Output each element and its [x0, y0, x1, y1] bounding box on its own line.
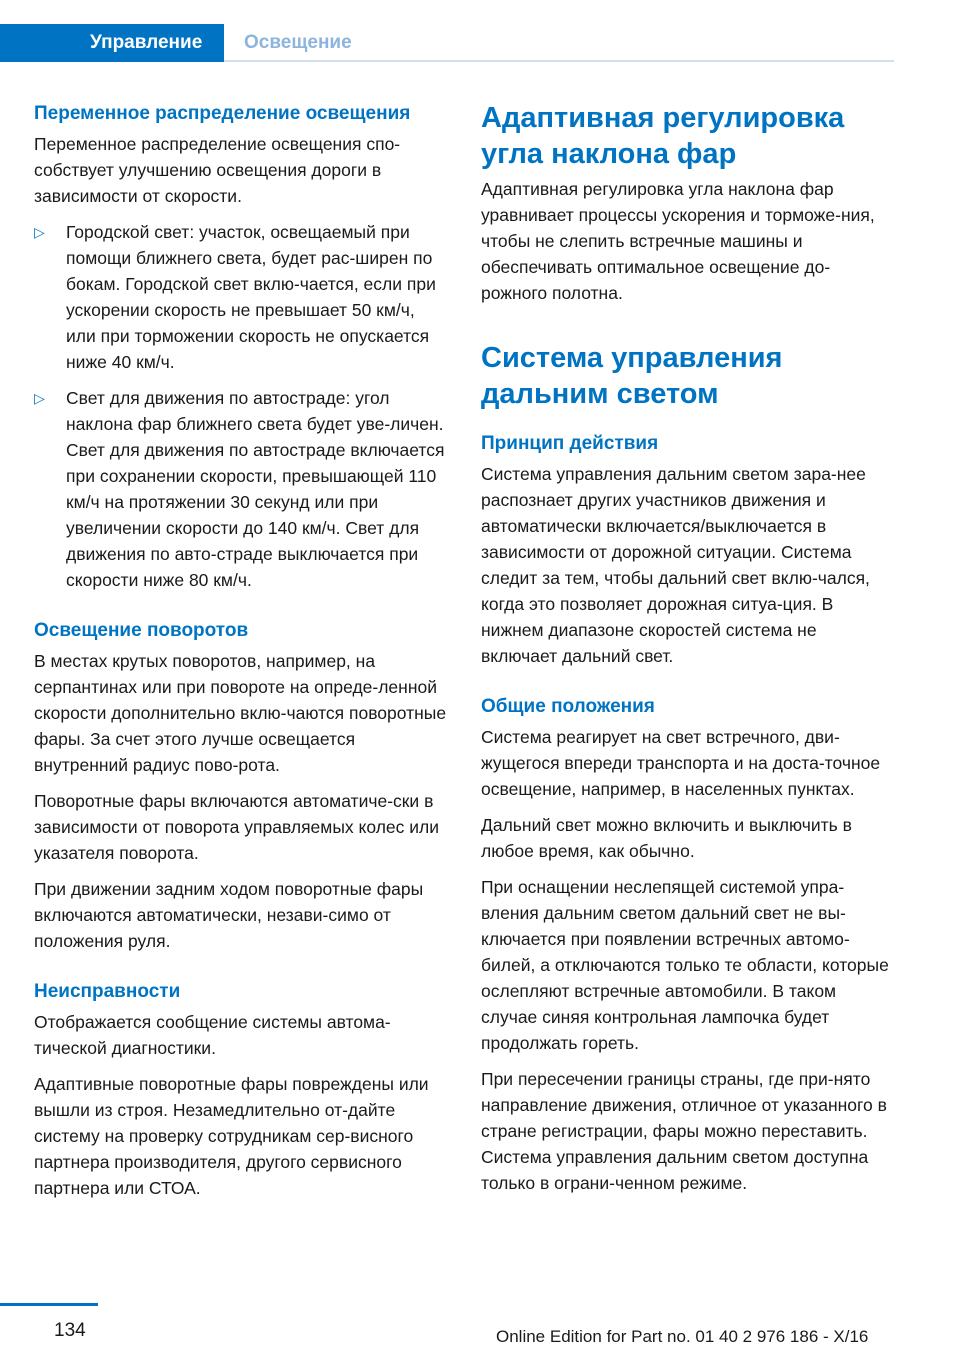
section-title: Управление — [90, 32, 203, 53]
paragraph: При пересечении границы страны, где при-нято направление движения, отличное от указанного в стране регистрации, фары можно переставить. Система управления дальним светом доступна только в ограни-ченном режиме. — [481, 1069, 887, 1193]
list-item-text: Свет для движения по автостраде: угол наклона фар ближнего света будет уве-личен. Свет для движения по автостраде включается при сохранении скорости, превышающей 110 км/ч на протяжении 30 секунд или при увеличении скорости до 140 км/ч. Свет для движения по авто-страде выключается при скорости ниже 80 км/ч. — [66, 388, 445, 590]
heading-adaptive-headlight-range: Адаптивная регулировка угла наклона фар — [481, 102, 845, 170]
paragraph: Отображается сообщение системы автома-тической диагностики. — [34, 1012, 391, 1058]
page-header — [0, 24, 894, 62]
heading-variable-light-distribution: Переменное распределение освещения — [34, 103, 411, 124]
paragraph: Адаптивная регулировка угла наклона фар уравнивает процессы ускорения и торможе-ния, чтобы не слепить встречные машины и обеспечивать оптимальное освещение до-рожного полотна. — [481, 179, 875, 303]
heading-principle: Принцип действия — [481, 433, 659, 454]
chapter-title: Освещение — [244, 32, 352, 53]
paragraph: Система управления дальним светом зара-нее распознает других участников движения и автоматически включается/выключается в зависимости от дорожной ситуации. Система следит за тем, чтобы дальний свет вклю-чался, когда это позволяет дорожная ситуа-ция. В нижнем диапазоне скоростей система не включает дальний свет. — [481, 464, 870, 666]
heading-general-info: Общие положения — [481, 696, 655, 717]
left-column — [34, 100, 448, 1211]
heading-cornering-light: Освещение поворотов — [34, 620, 249, 641]
paragraph: Дальний свет можно включить и выключить в любое время, как обычно. — [481, 815, 852, 861]
paragraph: Система реагирует на свет встречного, дви-жущегося впереди транспорта и на доста-точное освещение, например, в населенных пунктах. — [481, 727, 881, 799]
list-item — [34, 385, 448, 593]
triangle-bullet-icon: ▷ — [34, 224, 45, 240]
right-column — [481, 100, 894, 1206]
triangle-bullet-icon: ▷ — [34, 390, 45, 406]
page-number: 134 — [54, 1320, 86, 1341]
footer-accent-line — [0, 1303, 98, 1306]
heading-high-beam-assistant: Система управления дальним светом — [481, 342, 783, 410]
list-item-text: Городской свет: участок, освещаемый при помощи ближнего света, будет рас-ширен по бокам. Городской свет вклю-чается, если при ускорении скорость не превышает 50 км/ч, или при торможении скорость не опускается ниже 40 км/ч. — [66, 222, 436, 372]
paragraph: В местах крутых поворотов, например, на серпантинах или при повороте на опреде-ленной скорости дополнительно вклю-чаются поворотные фары. За счет этого лучше освещается внутренний радиус пово-рота. — [34, 651, 447, 775]
bullet-list — [34, 219, 448, 593]
paragraph: При движении задним ходом поворотные фары включаются автоматически, незави-симо от положения руля. — [34, 879, 424, 951]
paragraph: При оснащении неслепящей системой упра-вления дальним светом дальний свет не вы-ключается при появлении встречных автомо-билей, а отключаются только те области, которые ослепляют встречные автомобили. В таком случае синяя контрольная лампочка будет продолжать гореть. — [481, 877, 889, 1053]
heading-malfunctions: Неисправности — [34, 981, 181, 1002]
paragraph: Адаптивные поворотные фары повреждены или вышли из строя. Незамедлительно от-дайте систему на проверку сотрудникам сер-висного партнера производителя, другого сервисного партнера или СТОА. — [34, 1074, 429, 1198]
header-divider — [224, 60, 894, 62]
list-item — [34, 219, 448, 375]
paragraph: Переменное распределение освещения спо-собствует улучшению освещения дороги в зависимости от скорости. — [34, 134, 401, 206]
edition-note: Online Edition for Part no. 01 40 2 976 186 - X/16 — [496, 1327, 869, 1346]
paragraph: Поворотные фары включаются автоматиче-ски в зависимости от поворота управляемых колес или указателя поворота. — [34, 791, 440, 863]
